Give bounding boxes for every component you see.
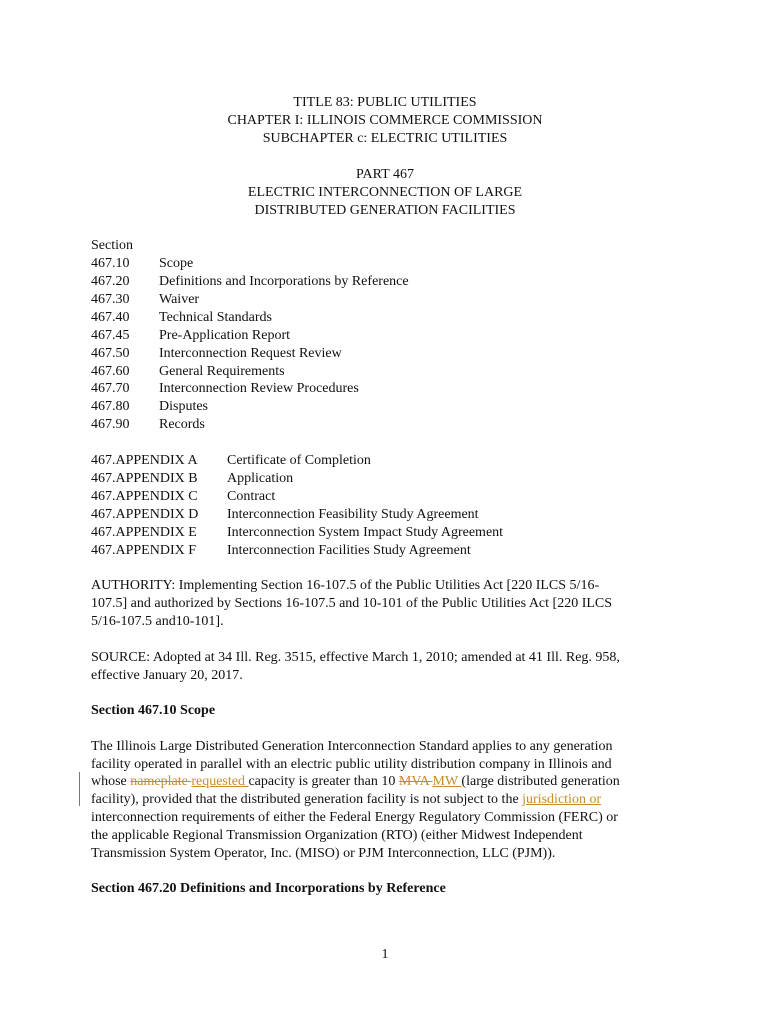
part-number: PART 467	[356, 167, 414, 182]
scope-line: The Illinois Large Distributed Generation Interconnection Standard applies to any generation	[91, 739, 613, 754]
scope-line: Transmission System Operator, Inc. (MISO) or PJM Interconnection, LLC (PJM)).	[91, 846, 556, 861]
part-title-line-1: ELECTRIC INTERCONNECTION OF LARGE	[247, 185, 523, 200]
toc-section-number: 467.20	[91, 274, 130, 289]
tracked-insertion: requested	[191, 774, 249, 789]
toc-appendix-title: Interconnection Facilities Study Agreement	[227, 543, 471, 558]
toc-section-number: 467.80	[91, 399, 130, 414]
toc-section-title: Disputes	[159, 399, 208, 414]
toc-section-label: Section	[91, 238, 133, 253]
toc-section-title: Pre-Application Report	[159, 328, 291, 343]
toc-section-title: Definitions and Incorporations by Reference	[159, 274, 409, 289]
toc-appendix-title: Interconnection Feasibility Study Agreement	[227, 507, 479, 522]
chapter-line: CHAPTER I: ILLINOIS COMMERCE COMMISSION	[227, 113, 543, 128]
toc-section-title: General Requirements	[159, 364, 285, 379]
scope-line: interconnection requirements of either the Federal Energy Regulatory Commission (FERC) or	[91, 810, 618, 825]
toc-section-number: 467.90	[91, 417, 130, 432]
authority-line: AUTHORITY: Implementing Section 16-107.5 of the Public Utilities Act [220 ILCS 5/16-	[91, 578, 600, 593]
section-heading-scope: Section 467.10 Scope	[91, 703, 216, 718]
scope-line-tracked	[91, 791, 681, 809]
scope-text: facility), provided that the distributed generation facility is not subject to the	[91, 792, 523, 807]
source-line: effective January 20, 2017.	[91, 668, 243, 683]
source-line: SOURCE: Adopted at 34 Ill. Reg. 3515, effective March 1, 2010; amended at 41 Ill. Reg. 958,	[91, 650, 620, 665]
scope-text: whose	[91, 774, 131, 789]
tracked-deletion: MVA	[398, 774, 433, 789]
authority-line: 5/16-107.5 and10-101].	[91, 614, 224, 629]
toc-appendix-number: 467.APPENDIX A	[91, 453, 198, 468]
scope-line: the applicable Regional Transmission Organization (RTO) (either Midwest Independent	[91, 828, 583, 843]
toc-section-title: Interconnection Request Review	[159, 346, 342, 361]
toc-section-number: 467.70	[91, 381, 130, 396]
toc-section-title: Records	[159, 417, 205, 432]
scope-line: facility operated in parallel with an electric public utility distribution company in Illinois and	[91, 757, 612, 772]
toc-section-number: 467.50	[91, 346, 130, 361]
scope-text: (large distributed generation	[461, 774, 620, 789]
scope-line-tracked	[91, 773, 681, 791]
toc-section-number: 467.30	[91, 292, 130, 307]
toc-appendix-title: Application	[227, 471, 294, 486]
part-title-line-2: DISTRIBUTED GENERATION FACILITIES	[254, 203, 516, 218]
toc-appendix-number: 467.APPENDIX E	[91, 525, 197, 540]
page-number: 1	[381, 947, 389, 962]
tracked-deletion: nameplate	[130, 774, 192, 789]
toc-appendix-title: Interconnection System Impact Study Agreement	[227, 525, 504, 540]
tracked-insertion: MW	[432, 774, 462, 789]
toc-section-title: Waiver	[159, 292, 200, 307]
scope-text: capacity is greater than 10	[248, 774, 399, 789]
revision-change-bar	[79, 772, 80, 806]
toc-section-number: 467.60	[91, 364, 130, 379]
subchapter-line: SUBCHAPTER c: ELECTRIC UTILITIES	[262, 131, 508, 146]
toc-appendix-title: Contract	[227, 489, 276, 504]
tracked-insertion: jurisdiction or	[522, 792, 602, 807]
toc-section-title: Interconnection Review Procedures	[159, 381, 359, 396]
title-line: TITLE 83: PUBLIC UTILITIES	[293, 95, 477, 110]
toc-appendix-number: 467.APPENDIX D	[91, 507, 199, 522]
section-heading-definitions: Section 467.20 Definitions and Incorporations by Reference	[91, 881, 446, 896]
toc-appendix-title: Certificate of Completion	[227, 453, 371, 468]
toc-section-title: Technical Standards	[159, 310, 272, 325]
toc-appendix-number: 467.APPENDIX F	[91, 543, 197, 558]
toc-appendix-number: 467.APPENDIX C	[91, 489, 198, 504]
toc-section-number: 467.45	[91, 328, 130, 343]
toc-section-number: 467.40	[91, 310, 130, 325]
toc-section-title: Scope	[159, 256, 194, 271]
authority-line: 107.5] and authorized by Sections 16-107.5 and 10-101 of the Public Utilities Act [220 ILCS	[91, 596, 613, 611]
toc-section-number: 467.10	[91, 256, 130, 271]
toc-appendix-number: 467.APPENDIX B	[91, 471, 198, 486]
